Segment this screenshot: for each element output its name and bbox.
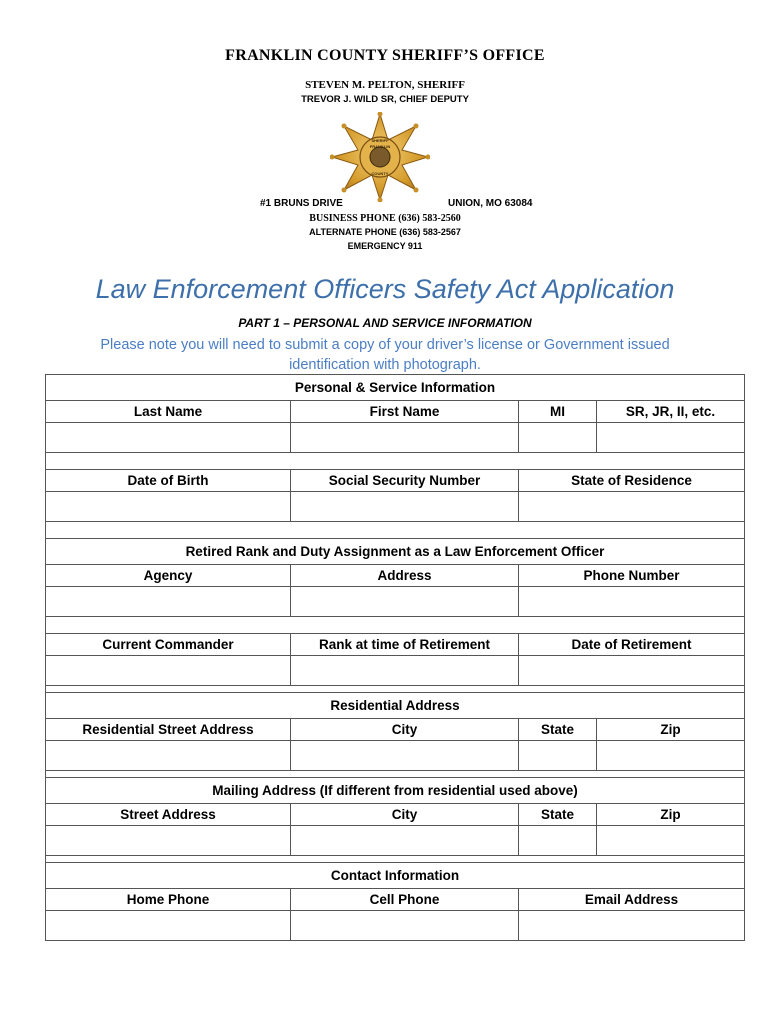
section-mailing-address: Mailing Address (If different from residential used above) — [46, 778, 745, 804]
field-agency-phone[interactable] — [519, 587, 745, 617]
id-note-line-2: identification with photograph. — [289, 357, 481, 373]
field-dob[interactable] — [46, 492, 291, 522]
section-retired-rank: Retired Rank and Duty Assignment as a Law Enforcement Officer — [46, 539, 745, 565]
part-heading: PART 1 – PERSONAL AND SERVICE INFORMATION — [238, 316, 532, 330]
field-last-name[interactable] — [46, 423, 291, 453]
section-residential-address: Residential Address — [46, 693, 745, 719]
application-form — [45, 374, 745, 941]
label-current-commander: Current Commander — [46, 634, 291, 656]
label-rank-at-retirement: Rank at time of Retirement — [291, 634, 519, 656]
alternate-phone: ALTERNATE PHONE (636) 583-2567 — [309, 227, 461, 237]
label-residential-zip: Zip — [597, 719, 745, 741]
spacer-row — [46, 617, 745, 634]
label-first-name: First Name — [291, 401, 519, 423]
field-residential-zip[interactable] — [597, 741, 745, 771]
spacer-row — [46, 856, 745, 863]
field-ssn[interactable] — [291, 492, 519, 522]
label-mailing-zip: Zip — [597, 804, 745, 826]
field-mailing-city[interactable] — [291, 826, 519, 856]
field-email-address[interactable] — [519, 911, 745, 941]
label-email-address: Email Address — [519, 889, 745, 911]
field-cell-phone[interactable] — [291, 911, 519, 941]
field-mailing-street[interactable] — [46, 826, 291, 856]
label-cell-phone: Cell Phone — [291, 889, 519, 911]
sheriff-name: STEVEN M. PELTON, SHERIFF — [305, 79, 465, 91]
label-phone-number: Phone Number — [519, 565, 745, 587]
field-current-commander[interactable] — [46, 656, 291, 686]
id-note — [0, 335, 770, 375]
label-residential-state: State — [519, 719, 597, 741]
label-state-of-residence: State of Residence — [519, 470, 745, 492]
badge-text-middle: FRANKLIN — [369, 144, 391, 149]
label-mailing-street: Street Address — [46, 804, 291, 826]
label-date-of-retirement: Date of Retirement — [519, 634, 745, 656]
field-mi[interactable] — [519, 423, 597, 453]
field-residential-state[interactable] — [519, 741, 597, 771]
spacer-row — [46, 522, 745, 539]
field-home-phone[interactable] — [46, 911, 291, 941]
label-home-phone: Home Phone — [46, 889, 291, 911]
emergency-phone: EMERGENCY 911 — [347, 241, 423, 251]
field-first-name[interactable] — [291, 423, 519, 453]
label-address: Address — [291, 565, 519, 587]
field-residential-street[interactable] — [46, 741, 291, 771]
field-agency-address[interactable] — [291, 587, 519, 617]
field-rank-at-retirement[interactable] — [291, 656, 519, 686]
section-personal-service: Personal & Service Information — [46, 375, 745, 401]
spacer-row — [46, 686, 745, 693]
address-city: UNION, MO 63084 — [448, 198, 533, 209]
label-ssn: Social Security Number — [291, 470, 519, 492]
label-agency: Agency — [46, 565, 291, 587]
sheriff-badge-icon — [330, 112, 430, 202]
office-name: FRANKLIN COUNTY SHERIFF’S OFFICE — [225, 47, 545, 64]
label-mi: MI — [519, 401, 597, 423]
field-mailing-zip[interactable] — [597, 826, 745, 856]
label-last-name: Last Name — [46, 401, 291, 423]
label-mailing-city: City — [291, 804, 519, 826]
chief-deputy-name: TREVOR J. WILD SR, CHIEF DEPUTY — [301, 94, 469, 105]
field-suffix[interactable] — [597, 423, 745, 453]
label-mailing-state: State — [519, 804, 597, 826]
field-date-of-retirement[interactable] — [519, 656, 745, 686]
id-note-line-1: Please note you will need to submit a copy of your driver’s license or Government issued — [100, 337, 670, 353]
spacer-row — [46, 453, 745, 470]
label-dob: Date of Birth — [46, 470, 291, 492]
field-mailing-state[interactable] — [519, 826, 597, 856]
label-residential-city: City — [291, 719, 519, 741]
label-residential-street: Residential Street Address — [46, 719, 291, 741]
label-suffix: SR, JR, II, etc. — [597, 401, 745, 423]
address-street: #1 BRUNS DRIVE — [260, 198, 343, 209]
badge-text-top: SHERIFF — [371, 138, 389, 143]
spacer-row — [46, 771, 745, 778]
field-residential-city[interactable] — [291, 741, 519, 771]
application-title: Law Enforcement Officers Safety Act Application — [95, 274, 675, 304]
field-agency[interactable] — [46, 587, 291, 617]
badge-text-bottom: COUNTY — [371, 171, 389, 176]
field-state-of-residence[interactable] — [519, 492, 745, 522]
section-contact-information: Contact Information — [46, 863, 745, 889]
business-phone: BUSINESS PHONE (636) 583-2560 — [309, 213, 461, 224]
